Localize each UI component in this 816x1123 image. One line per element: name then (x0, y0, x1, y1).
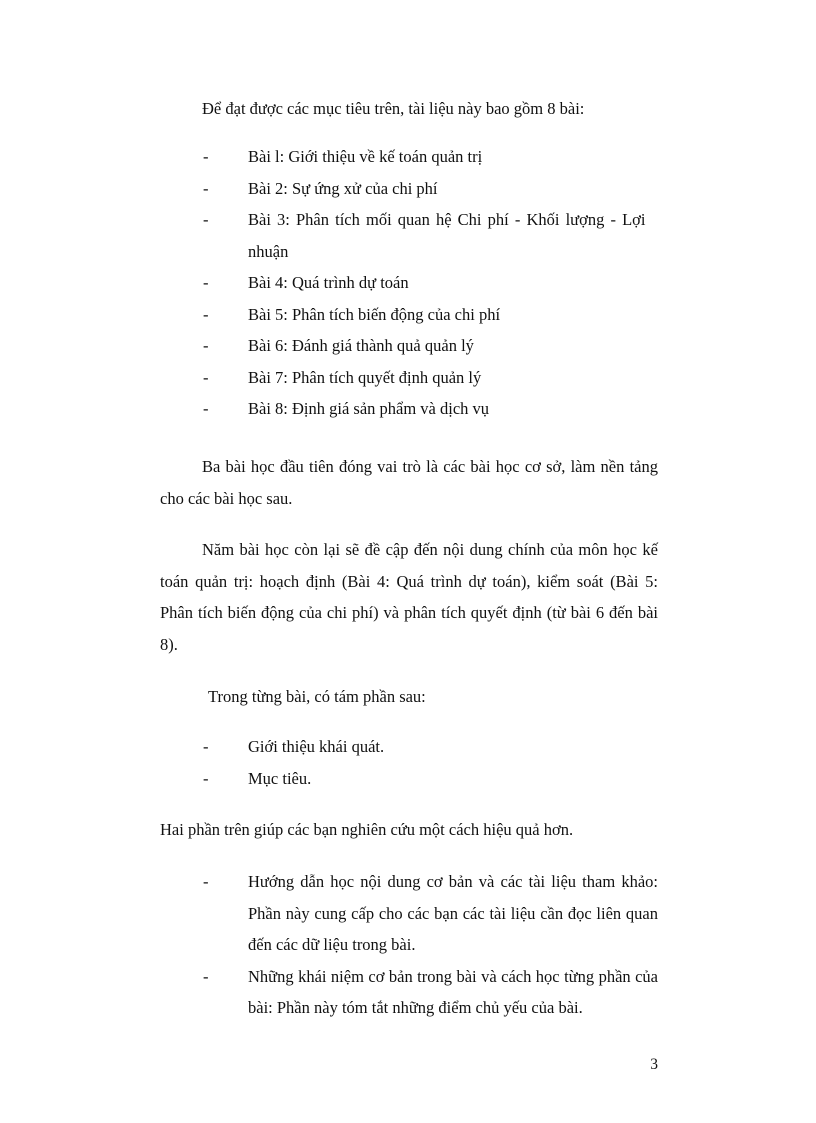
list-item (203, 866, 658, 961)
bullet-dash: - (203, 210, 209, 229)
bullet-dash: - (203, 147, 209, 166)
lesson-text: Bài 4: Quá trình dự toán (248, 273, 409, 292)
bullet-dash: - (203, 737, 209, 756)
lesson-text: Bài 8: Định giá sản phẩm và dịch vụ (248, 399, 490, 418)
lesson-text: Bài 7: Phân tích quyết định quản lý (248, 367, 482, 387)
section-text: Mục tiêu. (248, 768, 312, 788)
section-text: Hướng dẫn học nội dung cơ bản và các tài liệu tham khảo: Phần này cung cấp cho các bạn các tài liệu cần đọc liên quan đến các dữ liệu trong bài. (248, 872, 658, 954)
bullet-dash: - (203, 178, 209, 198)
foundation-paragraph: Ba bài học đầu tiên đóng vai trò là các bài học cơ sở, làm nền tảng cho các bài học sau. (160, 457, 658, 508)
sections-list-a (203, 731, 658, 794)
lesson-text: Bài 3: Phân tích mối quan hệ Chi phí - Khối lượng - Lợi nhuận (248, 210, 646, 261)
main-content-paragraph: Năm bài học còn lại sẽ đề cập đến nội dung chính của môn học kế toán quản trị: hoạch định (Bài 4: Quá trình dự toán), kiểm soát (Bài 5: Phân tích biến động của chi phí) và phân tích quyết định (từ bài 6 đến bài 8). (160, 540, 658, 654)
list-item (203, 763, 658, 795)
sections-list-b (203, 866, 658, 1024)
two-parts-paragraph: Hai phần trên giúp các bạn nghiên cứu một cách hiệu quả hơn. (160, 820, 574, 839)
intro-paragraph: Để đạt được các mục tiêu trên, tài liệu này bao gồm 8 bài: (202, 99, 585, 118)
lesson-text: Bài 2: Sự ứng xử của chi phí (248, 178, 438, 198)
list-item (203, 731, 658, 763)
list-item (203, 299, 658, 331)
lesson-text: Bài 5: Phân tích biến động của chi phí (248, 304, 501, 324)
bullet-dash: - (203, 273, 209, 292)
lesson-text: Bài 6: Đánh giá thành quả quản lý (248, 336, 474, 355)
bullet-dash: - (203, 768, 209, 788)
list-item (203, 267, 658, 299)
bullet-dash: - (203, 304, 209, 324)
bullet-dash: - (203, 872, 209, 891)
sections-intro: Trong từng bài, có tám phần sau: (208, 687, 426, 706)
list-item (203, 173, 658, 205)
list-item (203, 362, 658, 394)
page-number: 3 (650, 1056, 658, 1073)
lesson-list (203, 141, 658, 425)
list-item (203, 141, 658, 173)
list-item (203, 393, 658, 425)
section-text: Giới thiệu khái quát. (248, 737, 385, 756)
bullet-dash: - (203, 367, 209, 387)
bullet-dash: - (203, 966, 209, 986)
list-item (203, 961, 658, 1024)
list-item (203, 330, 658, 362)
section-text: Những khái niệm cơ bản trong bài và cách học từng phần của bài: Phần này tóm tắt những điểm chủ yếu của bài. (248, 966, 658, 1017)
bullet-dash: - (203, 399, 209, 418)
lesson-text: Bài l: Giới thiệu về kế toán quản trị (248, 147, 483, 166)
list-item (203, 204, 658, 267)
bullet-dash: - (203, 336, 209, 355)
